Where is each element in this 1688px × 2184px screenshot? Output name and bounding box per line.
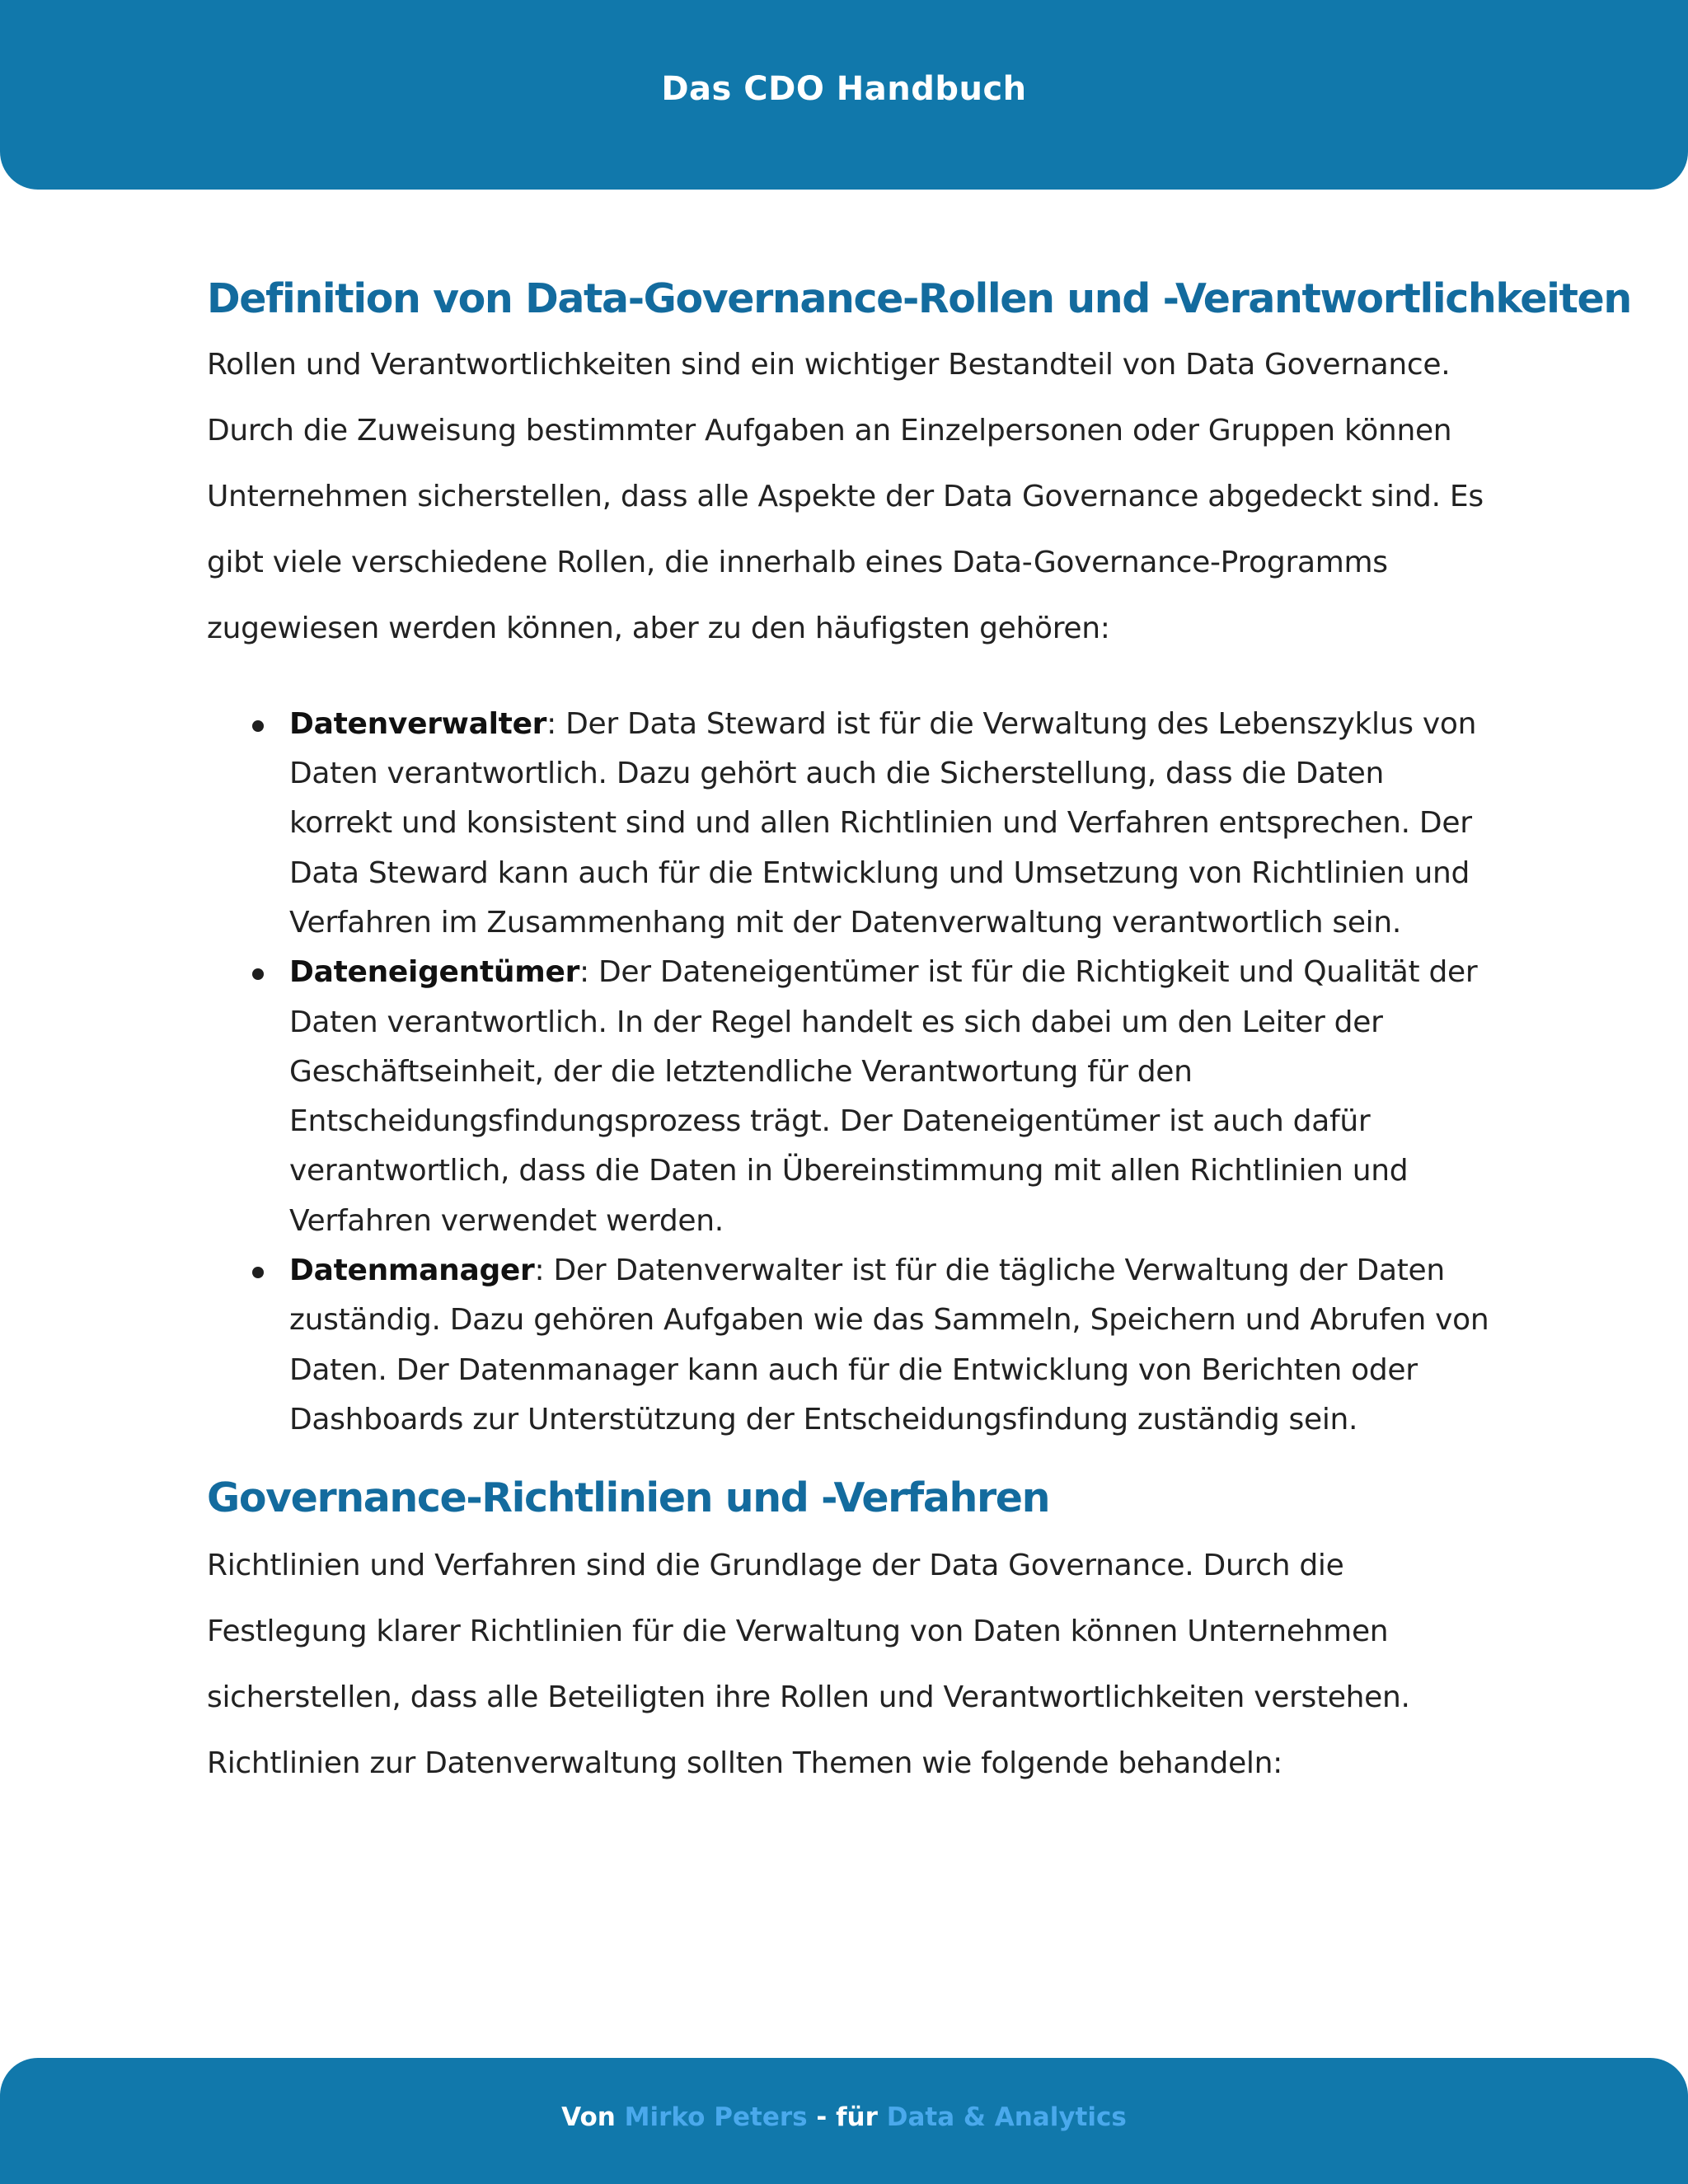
roles-list bbox=[207, 700, 1493, 1445]
list-item-data-steward bbox=[289, 700, 1493, 948]
footer-separator: - für bbox=[816, 2102, 878, 2132]
role-term: Datenverwalter bbox=[289, 706, 547, 741]
author-link[interactable]: Mirko Peters bbox=[624, 2102, 808, 2132]
organization-link[interactable]: Data & Analytics bbox=[886, 2102, 1127, 2132]
role-description: : Der Dateneigentümer ist für die Richtigkeit und Qualität der Daten verantwortlich. In der Regel handelt es sich dabei um den Leiter der Geschäftseinheit, der die letztendliche Verantwortung für den Entscheidungsfindungsprozess trägt. Der Dateneigentümer ist auch dafür verantwortlich, dass die Daten in Übereinstimmung mit allen Richtlinien und Verfahren verwendet werden. bbox=[289, 955, 1478, 1238]
bullet-icon bbox=[252, 1267, 264, 1278]
page-header bbox=[0, 0, 1688, 190]
list-item-data-owner bbox=[289, 948, 1493, 1246]
role-description: : Der Datenverwalter ist für die tägliche Verwaltung der Daten zuständig. Dazu gehören Aufgaben wie das Sammeln, Speichern und Abrufen von Daten. Der Datenmanager kann auch für die Entwicklung von Berichten oder Dashboards zur Unterstützung der Entscheidungsfindung zuständig sein. bbox=[289, 1254, 1489, 1436]
page-content bbox=[207, 264, 1631, 1797]
role-term: Datenmanager bbox=[289, 1254, 535, 1288]
page-footer bbox=[0, 2058, 1688, 2184]
role-description: : Der Data Steward ist für die Verwaltung des Lebenszyklus von Daten verantwortlich. Dazu gehört auch die Sicherstellung, dass die Daten korrekt und konsistent sind und allen Richtlinien und Verfahren entsprechen. Der Data Steward kann auch für die Entwicklung und Umsetzung von Richtlinien und Verfahren im Zusammenhang mit der Datenverwaltung verantwortlich sein. bbox=[289, 706, 1477, 940]
bullet-icon bbox=[252, 968, 264, 980]
section-heading-policies: Governance-Richtlinien und -Verfahren bbox=[207, 1474, 1050, 1522]
section-heading-roles: Definition von Data-Governance-Rollen und -Verantwortlichkeiten bbox=[207, 275, 1631, 322]
role-term: Dateneigentümer bbox=[289, 955, 580, 990]
document-title: Das CDO Handbuch bbox=[661, 70, 1027, 108]
list-item-data-manager bbox=[289, 1246, 1493, 1445]
roles-intro-paragraph: Rollen und Verantwortlichkeiten sind ein wichtiger Bestandteil von Data Governance. Durch die Zuweisung bestimmter Aufgaben an Einzelpersonen oder Gruppen können Unternehmen sicherstellen, dass alle Aspekte der Data Governance abgedeckt sind. Es gibt viele verschiedene Rollen, die innerhalb eines Data-Governance-Programms zugewiesen werden können, aber zu den häufigsten gehören: bbox=[207, 347, 1484, 645]
footer-prefix: Von bbox=[561, 2102, 616, 2132]
policies-intro-paragraph: Richtlinien und Verfahren sind die Grundlage der Data Governance. Durch die Festlegung klarer Richtlinien für die Verwaltung von Daten können Unternehmen sicherstellen, dass alle Beteiligten ihre Rollen und Verantwortlichkeiten verstehen. Richtlinien zur Datenverwaltung sollten Themen wie folgende behandeln: bbox=[207, 1549, 1410, 1781]
footer-credit bbox=[561, 2102, 1127, 2132]
bullet-icon bbox=[252, 720, 264, 732]
